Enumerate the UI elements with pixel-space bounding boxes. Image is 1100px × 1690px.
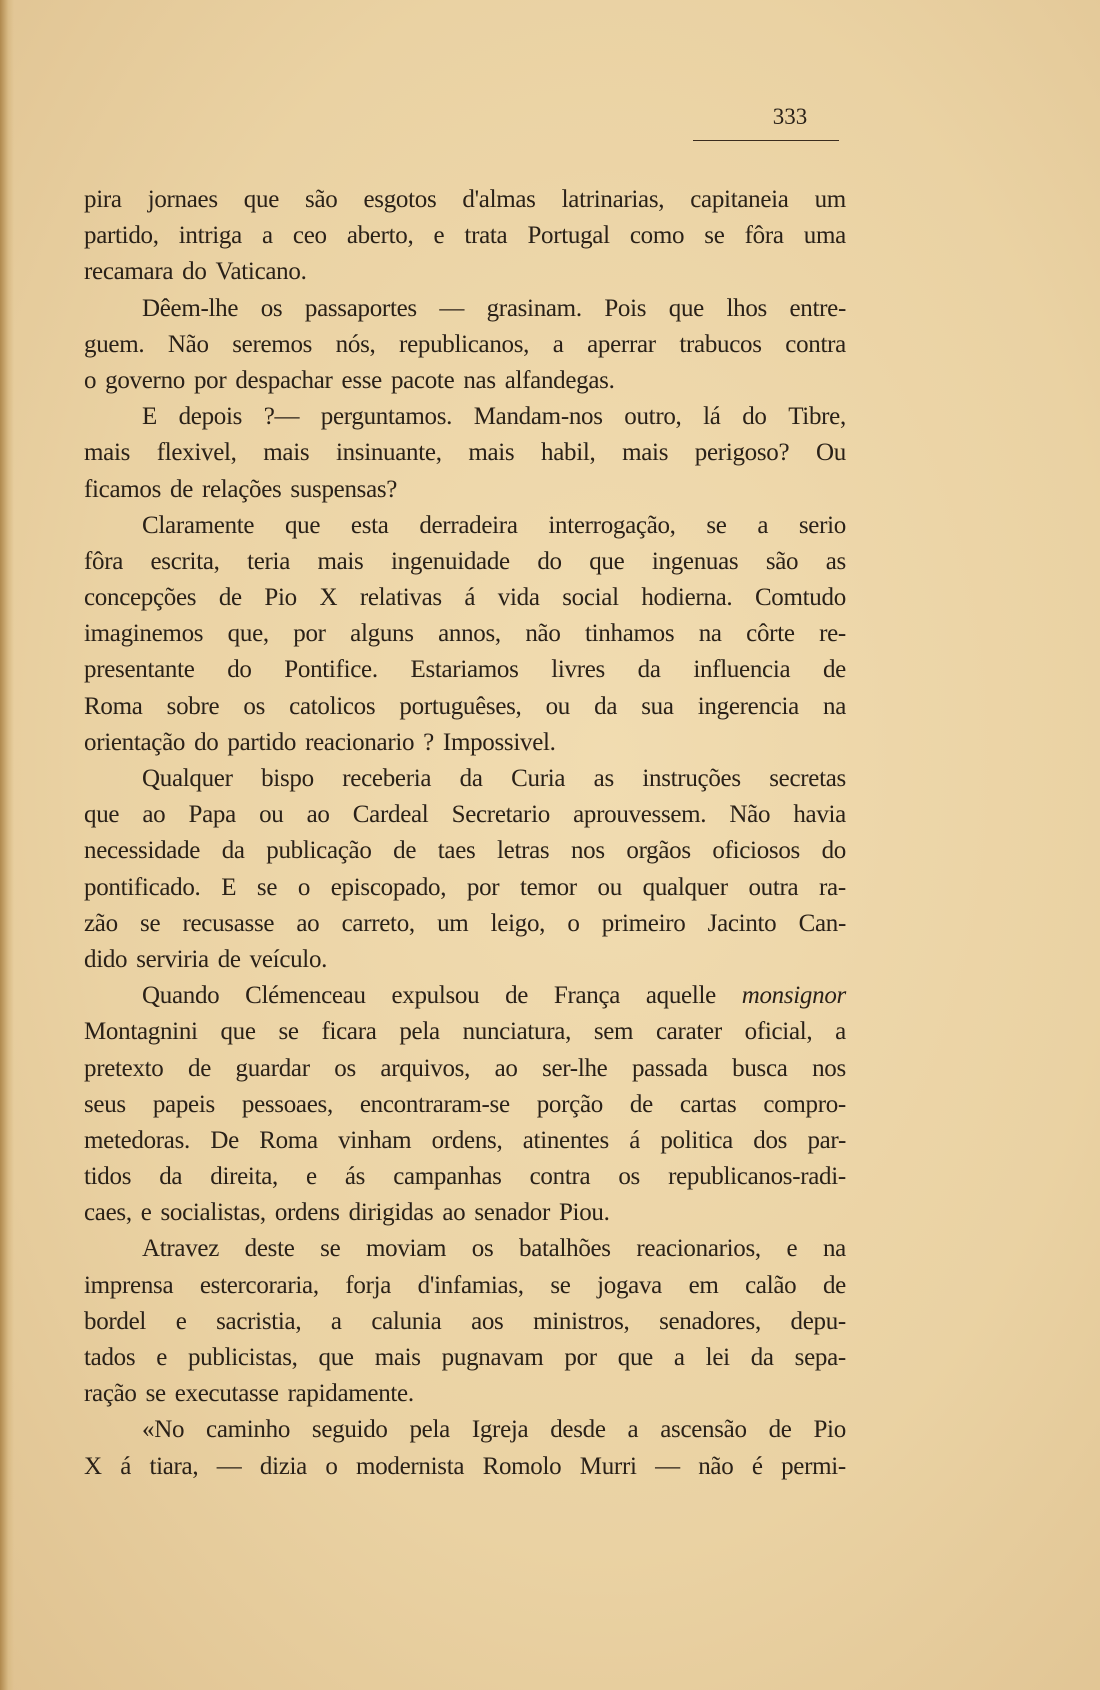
text-line: que ao Papa ou ao Cardeal Secretario aprouvessem. Não havia [84,801,846,829]
text-line: imaginemos que, por alguns annos, não tinhamos na côrte re- [84,620,846,648]
text-line: fôra escrita, teria mais ingenuidade do que ingenuas são as [84,547,846,575]
page-number: 333 [772,104,808,129]
text-line: orientação do partido reacionario ? Impossivel. [84,728,556,756]
text-line: Montagnini que se ficara pela nunciatura, sem carater oficial, a [84,1018,846,1046]
text-line: zão se recusasse ao carreto, um leigo, o primeiro Jacinto Can- [84,909,846,937]
text-line: ficamos de relações suspensas? [84,475,398,503]
text-line: ração se executasse rapidamente. [84,1380,414,1408]
text-line: Atravez deste se moviam os batalhões reacionarios, e na [142,1235,846,1263]
text-line: guem. Não seremos nós, republicanos, a aperrar trabucos contra [84,330,846,358]
text-line: partido, intriga a ceo aberto, e trata Portugal como se fôra uma [84,222,846,250]
text-line: pontificado. E se o episcopado, por temor ou qualquer outra ra- [84,873,846,901]
text-line: necessidade da publicação de taes letras nos orgãos oficiosos do [84,837,846,865]
text-line: Claramente que esta derradeira interrogação, se a serio [142,511,846,539]
italic-word: monsignor [741,982,846,1010]
text-line: «No caminho seguido pela Igreja desde a ascensão de Pio [142,1416,846,1444]
text-line: imprensa estercoraria, forja d'infamias, se jogava em calão de [84,1271,846,1299]
text-line: bordel e sacristia, a calunia aos ministros, senadores, depu- [84,1307,846,1335]
text-line: X á tiara, — dizia o modernista Romolo Murri — não é permi- [84,1452,846,1480]
text-line: Qualquer bispo receberia da Curia as instruções secretas [142,765,846,792]
text-line: E depois ?— perguntamos. Mandam-nos outro, lá do Tibre, [142,403,846,431]
text-line: caes, e socialistas, ordens dirigidas ao senador Piou. [84,1199,610,1227]
text-line: o governo por despachar esse pacote nas alfandegas. [84,366,615,394]
body-text [84,182,846,1485]
text-line: presentante do Pontifice. Estariamos livres da influencia de [84,656,846,684]
text-line: tados e publicistas, que mais pugnavam por que a lei da sepa- [84,1344,846,1371]
page-edge-shadow [0,0,14,1690]
text-line: recamara do Vaticano. [84,258,307,286]
text-line: concepções de Pio X relativas á vida social hodierna. Comtudo [84,584,846,612]
text-line: tidos da direita, e ás campanhas contra os republicanos-radi- [84,1163,846,1191]
text-line: metedoras. De Roma vinham ordens, atinentes á politica dos par- [84,1126,846,1154]
text-line: pretexto de guardar os arquivos, ao ser-lhe passada busca nos [84,1054,846,1082]
text-line: mais flexivel, mais insinuante, mais habil, mais perigoso? Ou [84,439,846,467]
text-line: seus papeis pessoaes, encontraram-se porção de cartas compro- [84,1090,846,1118]
header-rule [693,140,839,141]
text-line: pira jornaes que são esgotos d'almas latrinarias, capitaneia um [84,186,846,213]
text-line: Dêem-lhe os passaportes — grasinam. Pois que lhos entre- [142,294,846,322]
text-line: dido serviria de veículo. [84,945,328,973]
text-line: Quando Clémenceau expulsou de França aquelle monsignor [84,978,846,1014]
text-line: Roma sobre os catolicos portuguêses, ou da sua ingerencia na [84,692,846,720]
